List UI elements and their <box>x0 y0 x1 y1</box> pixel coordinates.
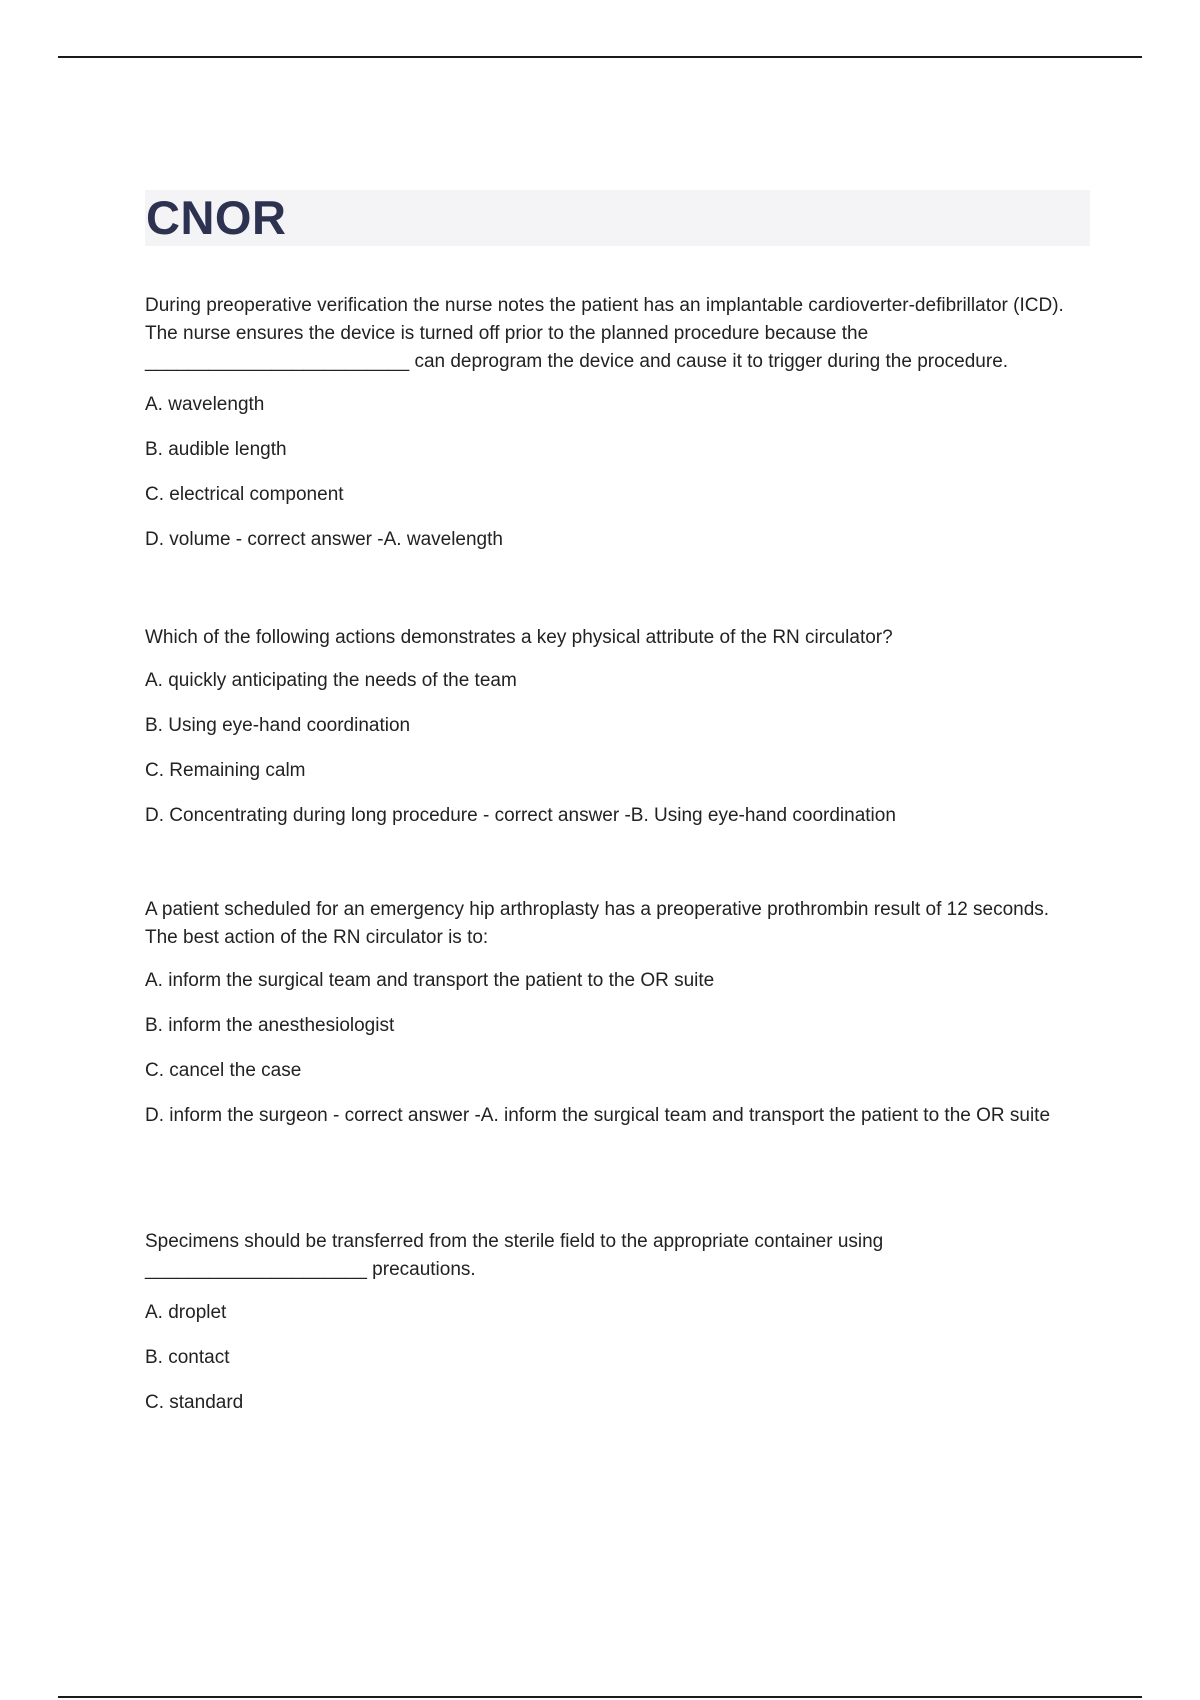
answer-option: B. contact <box>145 1347 230 1368</box>
answer-option: A. wavelength <box>145 394 265 415</box>
answer-option: B. audible length <box>145 439 287 460</box>
answer-option-with-correct-answer: D. volume - correct answer -A. wavelength <box>145 529 503 550</box>
question-stem: Which of the following actions demonstrates a key physical attribute of the RN circulator? <box>145 627 893 648</box>
document-title: CNOR <box>146 191 287 244</box>
answer-option: B. inform the anesthesiologist <box>145 1015 395 1036</box>
question-block-2 <box>145 624 1090 847</box>
answer-option: C. electrical component <box>145 484 344 505</box>
answer-option-with-correct-answer: D. inform the surgeon - correct answer -A. inform the surgical team and transport the patient to the OR suite <box>145 1105 1051 1126</box>
title-band <box>145 190 1090 246</box>
question-block-4 <box>145 1228 1090 1434</box>
answer-option: B. Using eye-hand coordination <box>145 715 411 736</box>
question-stem: During preoperative verification the nurse notes the patient has an implantable cardioverter-defibrillator (ICD). The nurse ensures the device is turned off prior to the planned procedure because the _________________________ can deprogram the device and cause it to trigger during the procedure. <box>145 295 1064 372</box>
answer-option: A. quickly anticipating the needs of the team <box>145 670 517 691</box>
bottom-rule <box>58 1696 1142 1698</box>
top-rule <box>58 56 1142 58</box>
question-stem: Specimens should be transferred from the sterile field to the appropriate container using _____________________ precautions. <box>145 1231 884 1280</box>
question-stem: A patient scheduled for an emergency hip arthroplasty has a preoperative prothrombin result of 12 seconds. The best action of the RN circulator is to: <box>145 899 1050 948</box>
answer-option: A. inform the surgical team and transport the patient to the OR suite <box>145 970 715 991</box>
question-block-3 <box>145 896 1090 1147</box>
answer-option-with-correct-answer: D. Concentrating during long procedure - correct answer -B. Using eye-hand coordination <box>145 805 896 826</box>
question-block-1 <box>145 292 1090 571</box>
answer-option: C. standard <box>145 1392 244 1413</box>
answer-option: A. droplet <box>145 1302 227 1323</box>
answer-option: C. Remaining calm <box>145 760 306 781</box>
answer-option: C. cancel the case <box>145 1060 302 1081</box>
